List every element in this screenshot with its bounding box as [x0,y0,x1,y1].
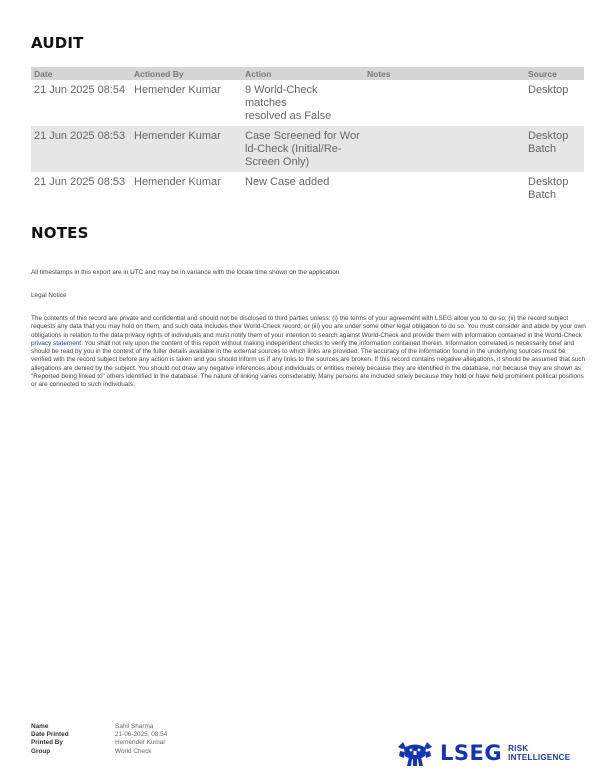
cell-notes [364,126,525,172]
footer-label-printed-by: Printed By [31,739,63,747]
col-header-notes: Notes [364,67,525,80]
notes-title: NOTES [31,224,89,242]
cell-date: 21 Jun 2025 08:53 [31,126,131,172]
table-row [31,126,584,172]
cell-notes [364,172,525,206]
audit-title: AUDIT [31,34,84,52]
footer-value-printed-by: Hemender Kumar [115,739,166,747]
lion-crest-icon [396,739,434,767]
cell-actioned-by: Hemender Kumar [134,84,221,96]
audit-table [31,67,584,206]
print-metadata [31,723,235,756]
col-header-date: Date [31,67,131,80]
logo-subtitle [508,744,570,762]
footer-value-name: Sahil Sharma [115,723,154,730]
footer-value-group: World Check [115,747,152,755]
logo-wordmark: LSEG [440,741,503,765]
footer-label-name: Name [31,723,49,730]
cell-date: 21 Jun 2025 08:53 [34,176,126,188]
logo-subtitle-line-1: RISK [508,744,529,753]
footer-value-date-printed: 21-06-2025, 08:54 [115,731,168,739]
legal-text-part-1: The contents of this record are private and confidential and should not be disclosed to third parties unless: (i) the terms of your agreement with LSEG allow you to do so; (ii) the record subject requests any data that you may hold on them, and such data includes their World-Check record; or (iii) you are under some other legal obligation to do so. You must consider and abide by your own obligations in relation to the data privacy rights of individuals and must notify them of your intention to search against World-Check and provide them with information contained in the World-Check [31,315,586,339]
footer-label-group: Group [31,747,51,755]
legal-notice-body [31,315,587,390]
col-header-action: Action [242,67,364,80]
legal-text-part-2: . You shall not rely upon the content of this report without making independent checks to verify the information contained therein. Information correlated is necessarily brief and should be read by you in the context of the fuller details available in the external sources to which links are provided. The accuracy of the information found in the underlying sources must be verified with the record subject before any action is taken and you should inform us if any links to the sources are broken. If this record contains negative allegations, it should be assumed that such allegations are denied by the subject. You should not draw any negative inferences about individuals or entities merely because they are identified in the database, nor because they are shown as "Reported being linked to" others identified in the database. The nature of linking varies considerably. Many persons are included solely because they hold or have held prominent political positions or are connected to such individuals. [31,339,586,389]
timestamps-note: All timestamps in this export are in UTC and may be in variance with the locale time shown on the application [31,269,340,276]
cell-actioned-by: Hemender Kumar [134,176,221,188]
legal-notice-heading: Legal Notice [31,292,67,299]
cell-date: 21 Jun 2025 08:54 [34,84,126,96]
col-header-source: Source [525,67,584,80]
footer-label-date-printed: Date Printed [31,731,69,739]
privacy-statement-link[interactable]: privacy statement [31,339,82,347]
lseg-logo [396,738,576,768]
cell-source: Desktop [528,84,569,96]
col-header-actioned-by: Actioned By [131,67,242,80]
cell-action: Case Screened for Wor ld-Check (Initial/Re- Screen Only) [242,126,364,172]
table-row [31,172,584,206]
cell-actioned-by: Hemender Kumar [131,126,242,172]
cell-source: Desktop Batch [525,126,584,172]
logo-subtitle-line-2: INTELLIGENCE [508,753,571,762]
cell-notes [364,80,525,126]
cell-action: New Case added [245,176,330,188]
cell-action: 9 World-Check matches resolved as False [245,84,332,122]
table-row [31,80,584,126]
audit-header-row [31,67,584,80]
cell-source: Desktop Batch [528,176,569,201]
